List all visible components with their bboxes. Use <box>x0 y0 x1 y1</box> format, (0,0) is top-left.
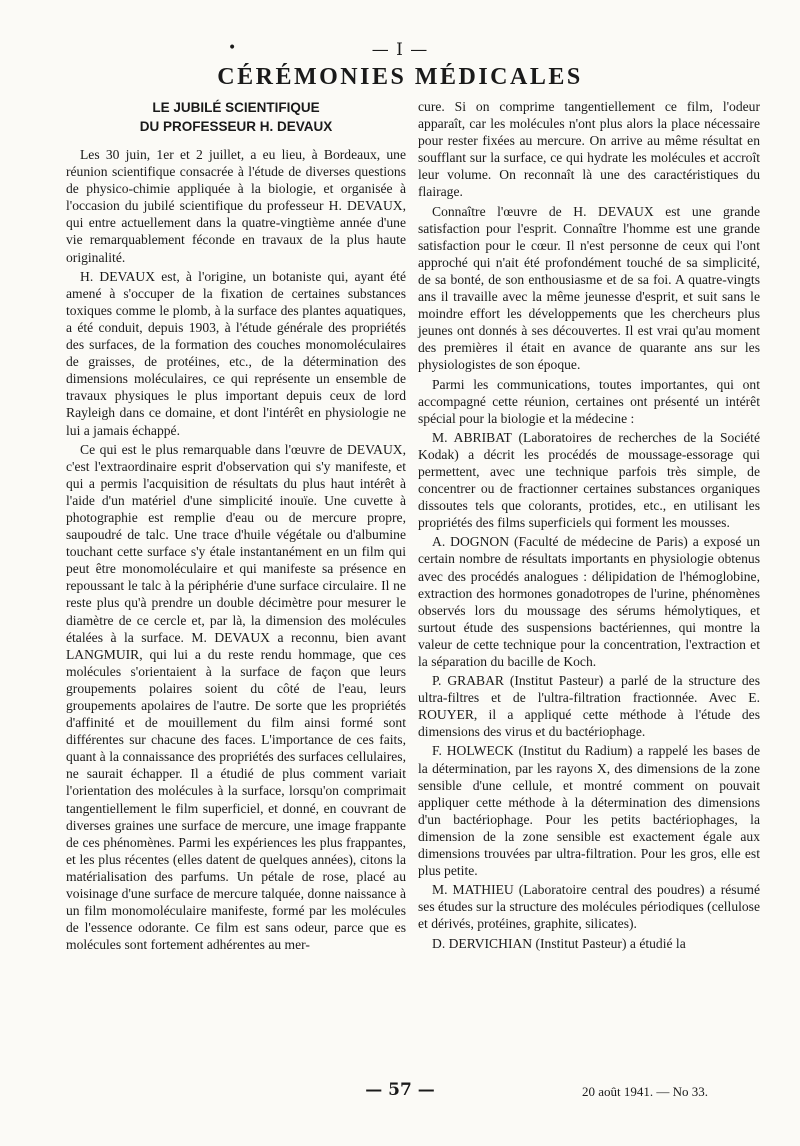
paragraph: F. HOLWECK (Institut du Radium) a rappelé les bases de la détermination, par les rayons X, des dimensions de la zone sensible d'une cellule, et montré comment on pouvait appliquer cette méthode à la détermination des dimensions d'un bactériophage. Pour les petits bactériophages, la dimension de la zone sensible est exactement égale aux dimensions trouvées par ultra-filtration. Pour les gros, elle est plus petite. <box>418 743 760 879</box>
paragraph: A. DOGNON (Faculté de médecine de Paris) a exposé un certain nombre de résultats importants en physiologie obtenus avec des procédés analogues : délipidation de l'hémoglobine, extraction des hormones gonadotropes de l'urine, phénomènes observés lors du moussage des sérums hémolytiques, et surtout étude des suspensions bactériennes, qui montre la valeur de cette technique pour la concentration, l'extraction et la séparation du bacille de Koch. <box>418 534 760 669</box>
issue-date: 20 août 1941. — No 33. <box>581 1084 708 1099</box>
paragraph: M. MATHIEU (Laboratoire central des poudres) a résumé ses études sur la structure des molécules périodiques (cellulose et dérivés, protéines, graphite, silicates). <box>418 882 761 932</box>
roman-page-number: — I — <box>371 40 429 60</box>
paragraph: P. GRABAR (Institut Pasteur) a parlé de la structure des ultra-filtres et de l'ultra-filtration fractionnée. Avec E. ROUYER, il a appliqué cette méthode à l'étude des dimensions des virus et du bactériophage. <box>418 673 760 740</box>
left-column <box>66 98 406 953</box>
paragraph: Ce qui est le plus remarquable dans l'œuvre de DEVAUX, c'est l'extraordinaire esprit d'observation qui s'y manifeste, et qui a permis l'acquisition de résultats du plus haut intérêt à l'aide d'un matériel d'une simplicité inouïe. Une cuvette à photographie est remplie d'eau ou de mercure propre, saupoudré de talc. Une trace d'huile végétale ou d'albumine touchant cette surface s'y étale instantanément en un film qui peut être monomoléculaire et qui manifeste sa présence en repoussant le talc à la périphérie d'une surface circulaire. Il ne reste plus qu'à prendre un double décimètre pour mesurer le diamètre de ce cercle et, par là, la dimension des molécules étalées à la surface. M. DEVAUX a reconnu, bien avant LANGMUIR, qui lui a du reste rendu hommage, que ces molécules s'orientaient à la surface de façon que leurs groupements polaires soient du côté de l'eau, leurs groupements apolaires de l'autre. De sorte que les propriétés d'affinité et de mouillement du film ainsi formé sont différentes sur chacune des faces. L'importance de ces faits, quant à la connaissance des propriétés des surfaces cellulaires, ne saurait échapper. Il a étudié de plus comment variait l'orientation des molécules à la surface, lorsqu'on comprimait tangentiellement le film superficiel, et donné, en couvrant de diverses graines une surface de mercure, une image frappante de ces phénomènes. Parmi les expériences les plus frappantes, et les plus récentes (elles datent de quelques années), citons la matérialisation des parfums. Un pétale de rose, placé au voisinage d'une surface de mercure talquée, donne naissance à un film monomoléculaire manifeste, formé par les molécules de l'essence odorante. Ce film est sans odeur, parce que es molécules sont fortement adhérentes au mer- <box>66 441 406 953</box>
page-number: — 57 — <box>365 1080 435 1100</box>
article-heading-line2: DU PROFESSEUR H. DEVAUX <box>139 119 333 134</box>
article-heading-line1: LE JUBILÉ SCIENTIFIQUE <box>152 100 320 115</box>
paragraph: cure. Si on comprime tangentiellement ce film, l'odeur apparaît, car les molécules n'ont plus alors la place nécessaire pour rester fixées au mercure. On arrive au même résultat en soufflant sur la surface, ce qui hydrate les molécules et accroît leur volume. On reconnaît là une des caractéristiques du flairage. <box>418 99 760 200</box>
right-column <box>418 98 760 952</box>
paragraph: D. DERVICHIAN (Institut Pasteur) a étudié la <box>432 935 686 951</box>
paragraph: Connaître l'œuvre de H. DEVAUX est une grande satisfaction pour l'esprit. Connaître l'homme est une grande satisfaction pour le cœur. Il n'est personne de ceux qui l'ont approché qui n'ait été profondément touché de sa simplicité, de sa bonté, de son enthousiasme et de sa foi. A quatre-vingts ans il travaille avec la même jeunesse d'esprit, et suit sans le moindre effort les développements que les chercheurs plus jeunes ont donnés à ses découvertes. Il est vrai qu'au moment des premières il était en avance de quarante ans sur les physiologistes de son époque. <box>418 203 760 373</box>
decorative-dot: • <box>228 40 237 56</box>
section-title: CÉRÉMONIES MÉDICALES <box>217 64 583 90</box>
paragraph: H. DEVAUX est, à l'origine, un botaniste qui, ayant été amené à s'occuper de la fixation de certaines substances toxiques comme le plomb, à la surface des plantes aquatiques, a été conduit, depuis 1903, à l'étude générale des propriétés des surfaces, de la formation des couches monomoléculaires de graisses, de protéines, etc., de la détermination des dimensions moléculaires, ce qui représente un ensemble de travaux physiques le plus important depuis ceux de lord Rayleigh dans ce domaine, et dont l'intérêt en physiologie ne lui a jamais échappé. <box>66 268 406 438</box>
paragraph: Les 30 juin, 1er et 2 juillet, a eu lieu, à Bordeaux, une réunion scientifique consacrée à l'étude de diverses questions de physico-chimie appliquée à la biologie, et organisée à l'occasion du jubilé scientifique du professeur H. DEVAUX, qui entre actuellement dans la quatre-vingtième année d'une vie remarquablement féconde en travaux de la plus haute originalité. <box>66 147 406 265</box>
article-heading <box>66 98 406 136</box>
paragraph: Parmi les communications, toutes importantes, qui ont accompagné cette réunion, certaines ont présenté un intérêt spécial pour la biologie et la médecine : <box>418 376 760 426</box>
paragraph: M. ABRIBAT (Laboratoires de recherches de la Société Kodak) a décrit les procédés de moussage-essorage qui permettent, avec une technique parfois très simple, de concentrer ou de fractionner certaines substances organiques dissoutes tels que colorants, protides, etc., en utilisant les propriétés des films superficiels qui forment les mousses. <box>418 429 760 531</box>
